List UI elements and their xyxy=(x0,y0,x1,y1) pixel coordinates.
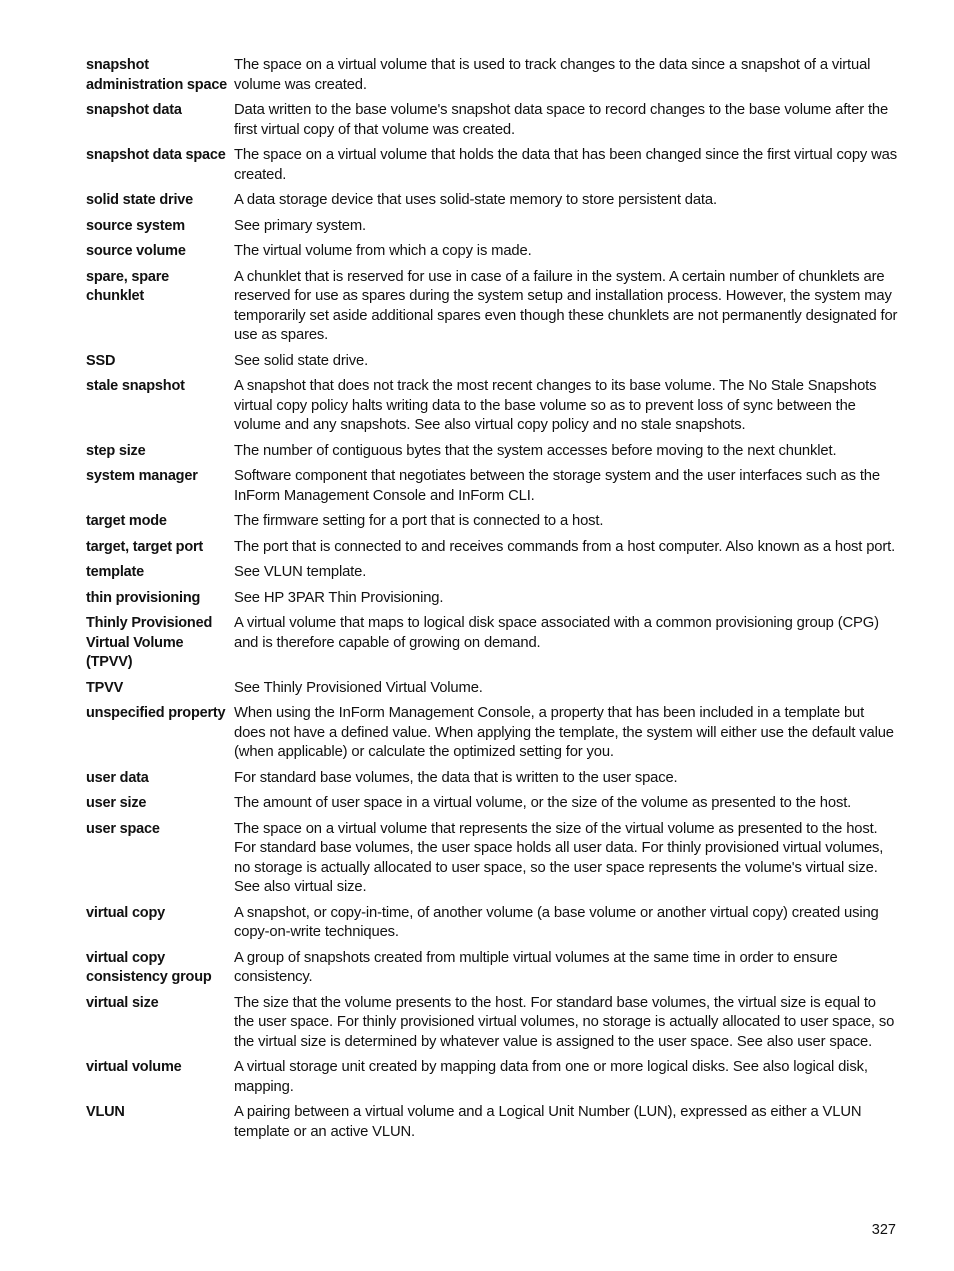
glossary-definition: When using the InForm Management Console, a property that has been included in a template but does not have a defined value. When applying the template, the system will either use the default value (when applicable) or calculate the optimized setting for you. xyxy=(234,705,894,760)
glossary-term: SSD xyxy=(86,352,116,369)
glossary-term: stale snapshot xyxy=(86,378,185,394)
glossary-entry xyxy=(86,563,898,583)
glossary-definition: A virtual storage unit created by mapping data from one or more logical disks. See also logical disk, mapping. xyxy=(234,1059,868,1095)
glossary-definition: The space on a virtual volume that is used to track changes to the data since a snapshot of a virtual volume was created. xyxy=(234,57,871,93)
glossary-definition: The amount of user space in a virtual volume, or the size of the volume as presented to the host. xyxy=(234,795,852,811)
glossary-definition: The port that is connected to and receives commands from a host computer. Also known as a host port. xyxy=(234,538,896,555)
glossary-definition: See solid state drive. xyxy=(234,352,369,369)
glossary-entry xyxy=(86,1103,898,1142)
glossary-definition: The size that the volume presents to the host. For standard base volumes, the virtual size is equal to the user space. For thinly provisioned virtual volumes, no storage is actually allocated to user space, so the virtual size is determined by whatever value is assigned to the user space. See also user space. xyxy=(234,994,895,1050)
glossary-term: system manager xyxy=(86,468,198,484)
glossary-entry xyxy=(86,994,898,1053)
glossary-term: VLUN xyxy=(86,1104,125,1120)
glossary-entry xyxy=(86,794,898,814)
glossary-definition: The space on a virtual volume that holds the data that has been changed since the first virtual copy was created. xyxy=(234,147,897,183)
glossary-term: virtual volume xyxy=(86,1059,182,1075)
glossary-entry xyxy=(86,949,898,988)
glossary-term: user space xyxy=(86,820,160,837)
glossary-definition: See primary system. xyxy=(234,217,366,234)
glossary-entry xyxy=(86,101,898,140)
glossary-entry xyxy=(86,442,898,462)
glossary-entry xyxy=(86,56,898,95)
glossary-term: user data xyxy=(86,769,149,786)
glossary-entry xyxy=(86,704,898,763)
glossary-definition: A snapshot, or copy-in-time, of another volume (a base volume or another virtual copy) created using copy-on-write techniques. xyxy=(234,904,879,940)
glossary-entry xyxy=(86,242,898,262)
glossary-entry xyxy=(86,512,898,532)
glossary-term: Thinly Provisioned Virtual Volume (TPVV) xyxy=(86,615,213,670)
glossary-term: solid state drive xyxy=(86,192,193,208)
glossary-definition: A group of snapshots created from multiple virtual volumes at the same time in order to ensure consistency. xyxy=(234,949,838,985)
glossary-entry xyxy=(86,268,898,346)
glossary-definition: A snapshot that does not track the most recent changes to its base volume. The No Stale Snapshots virtual copy policy halts writing data to the base volume so as to prevent loss of sync between the volume and any snapshots. See also virtual copy policy and no stale snapshots. xyxy=(234,378,877,433)
glossary-term: target, target port xyxy=(86,538,204,555)
glossary-entry xyxy=(86,146,898,185)
glossary-definition: A data storage device that uses solid-state memory to store persistent data. xyxy=(234,192,717,208)
glossary-entry xyxy=(86,377,898,436)
glossary-entry xyxy=(86,191,898,211)
glossary-entry xyxy=(86,467,898,506)
glossary-term: step size xyxy=(86,442,146,459)
glossary-term: thin provisioning xyxy=(86,589,201,606)
glossary-definition: A pairing between a virtual volume and a Logical Unit Number (LUN), expressed as either a VLUN template or an active VLUN. xyxy=(234,1104,862,1140)
glossary-term: unspecified property xyxy=(86,705,226,721)
glossary-definition: The number of contiguous bytes that the system accesses before moving to the next chunklet. xyxy=(234,442,837,459)
glossary-term: spare, spare chunklet xyxy=(86,268,170,304)
glossary-term: virtual size xyxy=(86,994,159,1011)
glossary-term: virtual copy consistency group xyxy=(86,949,212,985)
glossary-definition: A virtual volume that maps to logical disk space associated with a common provisioning group (CPG) and is therefore capable of growing on demand. xyxy=(234,615,879,651)
glossary-term: snapshot data xyxy=(86,102,182,118)
glossary-entry xyxy=(86,538,898,558)
glossary-definition: See VLUN template. xyxy=(234,564,367,580)
glossary-definition: See HP 3PAR Thin Provisioning. xyxy=(234,589,444,606)
glossary-entry xyxy=(86,217,898,237)
glossary-term: user size xyxy=(86,795,147,811)
glossary-term: TPVV xyxy=(86,679,124,696)
glossary-definition: For standard base volumes, the data that is written to the user space. xyxy=(234,769,678,786)
glossary-term: target mode xyxy=(86,513,167,529)
glossary-entry xyxy=(86,1058,898,1097)
glossary-definition: The firmware setting for a port that is connected to a host. xyxy=(234,513,604,529)
glossary-term: source system xyxy=(86,217,185,234)
glossary-definition: A chunklet that is reserved for use in case of a failure in the system. A certain number of chunklets are reserved for use as spares during the system setup and installation process. However, the system may temporarily set aside additional spares even though these chunklets are not permanently designated for use as spares. xyxy=(234,268,898,343)
glossary-entry xyxy=(86,769,898,789)
glossary-term: snapshot data space xyxy=(86,147,226,163)
glossary-entry xyxy=(86,679,898,699)
glossary-entry xyxy=(86,904,898,943)
page-number: 327 xyxy=(871,1222,896,1238)
glossary-definition: The virtual volume from which a copy is made. xyxy=(234,243,532,259)
glossary-definition: The space on a virtual volume that represents the size of the virtual volume as presented to the host. For standard base volumes, the user space holds all user data. For thinly provisioned virtual volumes, no storage is actually allocated to user space, so the user space represents the volume's virtual size. See also virtual size. xyxy=(234,820,884,895)
glossary-entry xyxy=(86,614,898,673)
glossary-definition: Software component that negotiates between the storage system and the user interfaces such as the InForm Management Console and InForm CLI. xyxy=(234,468,880,504)
glossary-entry xyxy=(86,820,898,898)
glossary-term: source volume xyxy=(86,243,186,259)
glossary-term: template xyxy=(86,564,145,580)
glossary-list xyxy=(86,56,898,1142)
glossary-term: snapshot administration space xyxy=(86,57,228,93)
glossary-definition: See Thinly Provisioned Virtual Volume. xyxy=(234,679,483,696)
glossary-definition: Data written to the base volume's snapshot data space to record changes to the base volume after the first virtual copy of that volume was created. xyxy=(234,102,889,138)
glossary-entry xyxy=(86,589,898,609)
glossary-entry xyxy=(86,352,898,372)
glossary-term: virtual copy xyxy=(86,904,165,921)
